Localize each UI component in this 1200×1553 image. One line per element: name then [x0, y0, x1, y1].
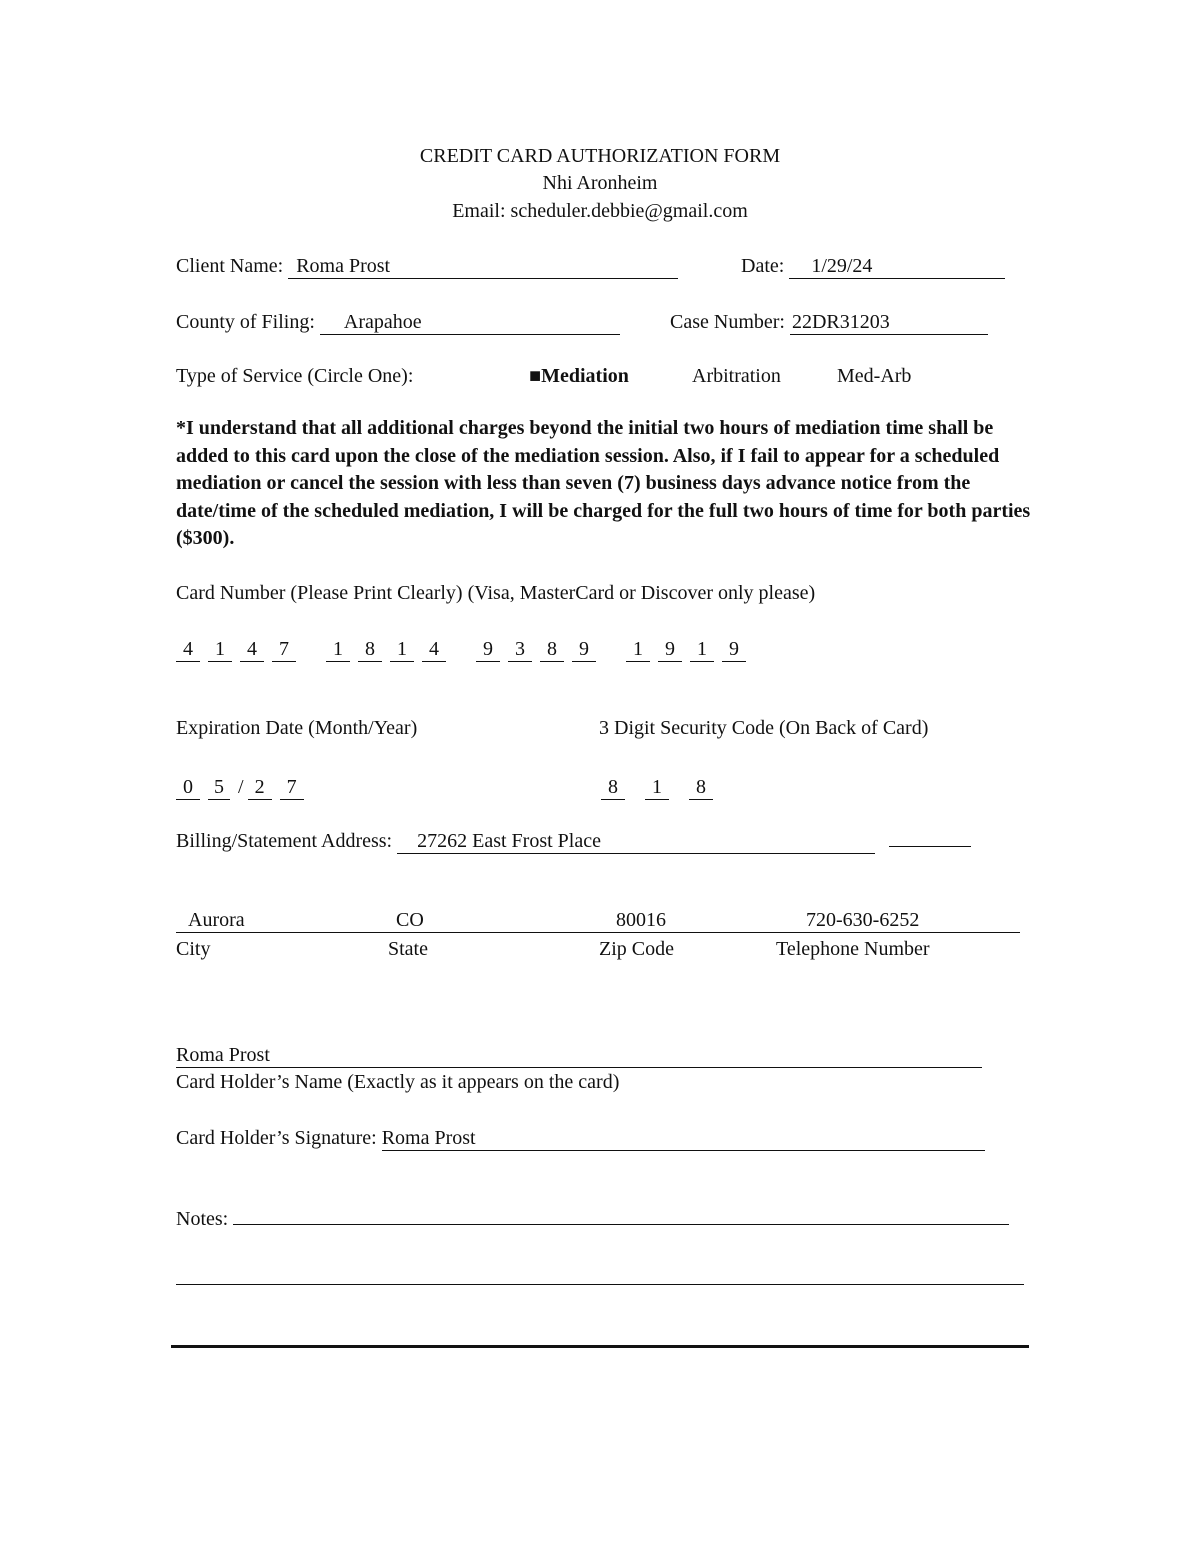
signature-row — [176, 1126, 985, 1151]
date-row — [741, 254, 1005, 279]
billing-address-field[interactable] — [397, 829, 875, 854]
service-option-mediation-label: Mediation — [541, 365, 629, 387]
expiration-digit: 2 — [248, 775, 272, 800]
card-digit: 3 — [508, 637, 532, 662]
client-name-value: Roma Prost — [296, 255, 391, 277]
billing-address-value: 27262 East Frost Place — [417, 830, 601, 852]
date-label: Date: — [741, 255, 785, 277]
card-digit: 4 — [422, 637, 446, 662]
phone-field[interactable] — [770, 908, 1020, 933]
security-digit: 8 — [601, 775, 625, 800]
notes-second-line[interactable] — [176, 1266, 1024, 1291]
phone-value: 720-630-6252 — [806, 909, 920, 931]
notes-field[interactable] — [233, 1206, 1009, 1225]
county-row — [176, 310, 620, 335]
card-digit: 7 — [272, 637, 296, 662]
case-row — [670, 310, 988, 335]
card-digit: 4 — [240, 637, 264, 662]
service-option-med-arb[interactable]: Med-Arb — [837, 365, 912, 387]
bottom-divider — [171, 1345, 1029, 1348]
holder-name-label: Card Holder’s Name (Exactly as it appears on the card) — [176, 1071, 620, 1093]
holder-name-row — [176, 1043, 982, 1068]
zip-field[interactable] — [600, 908, 770, 933]
card-digit: 1 — [690, 637, 714, 662]
expiration-label: Expiration Date (Month/Year) — [176, 717, 418, 739]
security-code-field[interactable] — [601, 775, 721, 800]
date-field[interactable] — [789, 254, 1005, 279]
billing-address-extra-line — [889, 828, 971, 847]
expiration-digit: 0 — [176, 775, 200, 800]
card-digit: 1 — [626, 637, 650, 662]
billing-address-label: Billing/Statement Address: — [176, 830, 393, 852]
notes-field-line-2 — [176, 1266, 1024, 1285]
mediator-name: Nhi Aronheim — [542, 172, 658, 194]
county-value: Arapahoe — [343, 311, 422, 333]
state-value: CO — [396, 909, 424, 931]
security-digit: 8 — [689, 775, 713, 800]
service-option-mediation[interactable] — [529, 364, 629, 388]
city-value: Aurora — [188, 909, 245, 931]
billing-address-row — [176, 828, 971, 854]
card-digit: 1 — [390, 637, 414, 662]
state-label: State — [388, 938, 428, 960]
expiration-field[interactable] — [176, 775, 312, 800]
service-label: Type of Service (Circle One): — [176, 365, 414, 387]
card-digit: 8 — [540, 637, 564, 662]
case-number-value: 22DR31203 — [791, 311, 890, 333]
state-field[interactable] — [388, 908, 600, 933]
signature-value: Roma Prost — [381, 1127, 476, 1149]
zip-label: Zip Code — [599, 938, 674, 960]
county-field[interactable] — [320, 310, 620, 335]
card-digit: 8 — [358, 637, 382, 662]
mediator-email: Email: scheduler.debbie@gmail.com — [452, 200, 748, 222]
service-option-arbitration[interactable]: Arbitration — [692, 365, 781, 387]
zip-value: 80016 — [616, 909, 666, 931]
signature-label: Card Holder’s Signature: — [176, 1127, 377, 1149]
holder-name-field[interactable] — [176, 1043, 982, 1068]
client-name-label: Client Name: — [176, 255, 284, 277]
security-digit: 1 — [645, 775, 669, 800]
card-number-label: Card Number (Please Print Clearly) (Visa, MasterCard or Discover only please) — [176, 582, 816, 604]
phone-label: Telephone Number — [776, 938, 930, 960]
card-digit: 4 — [176, 637, 200, 662]
agreement-text: *I understand that all additional charges beyond the initial two hours of mediation time shall be added to this card upon the close of the mediation session. Also, if I fail to appear for a scheduled mediation or cancel the session with less than seven (7) business days advance notice from the date/time of the scheduled mediation, I will be charged for the full two hours of time for both parties ($300). — [176, 417, 1031, 549]
city-label: City — [176, 938, 211, 960]
card-digit: 1 — [208, 637, 232, 662]
client-name-row — [176, 254, 678, 279]
card-digit: 9 — [476, 637, 500, 662]
expiration-digit: 5 — [208, 775, 230, 800]
card-digit: 9 — [722, 637, 746, 662]
notes-row — [176, 1206, 1009, 1231]
card-digit: 9 — [658, 637, 682, 662]
holder-name-value: Roma Prost — [176, 1044, 270, 1066]
case-number-field[interactable] — [790, 310, 988, 335]
address-values-row — [176, 908, 1020, 933]
city-field[interactable] — [176, 908, 388, 933]
card-number-field[interactable] — [176, 637, 754, 662]
client-name-field[interactable] — [288, 254, 678, 279]
county-label: County of Filing: — [176, 311, 315, 333]
card-digit: 9 — [572, 637, 596, 662]
expiration-separator: / — [238, 776, 244, 798]
case-number-label: Case Number: — [670, 311, 785, 333]
date-value: 1/29/24 — [811, 255, 873, 277]
notes-label: Notes: — [176, 1208, 229, 1230]
expiration-digit: 7 — [280, 775, 304, 800]
signature-field[interactable] — [382, 1126, 985, 1151]
selected-square-icon: ■ — [529, 365, 542, 387]
security-code-label: 3 Digit Security Code (On Back of Card) — [599, 717, 929, 739]
card-digit: 1 — [326, 637, 350, 662]
form-title: CREDIT CARD AUTHORIZATION FORM — [419, 145, 781, 167]
